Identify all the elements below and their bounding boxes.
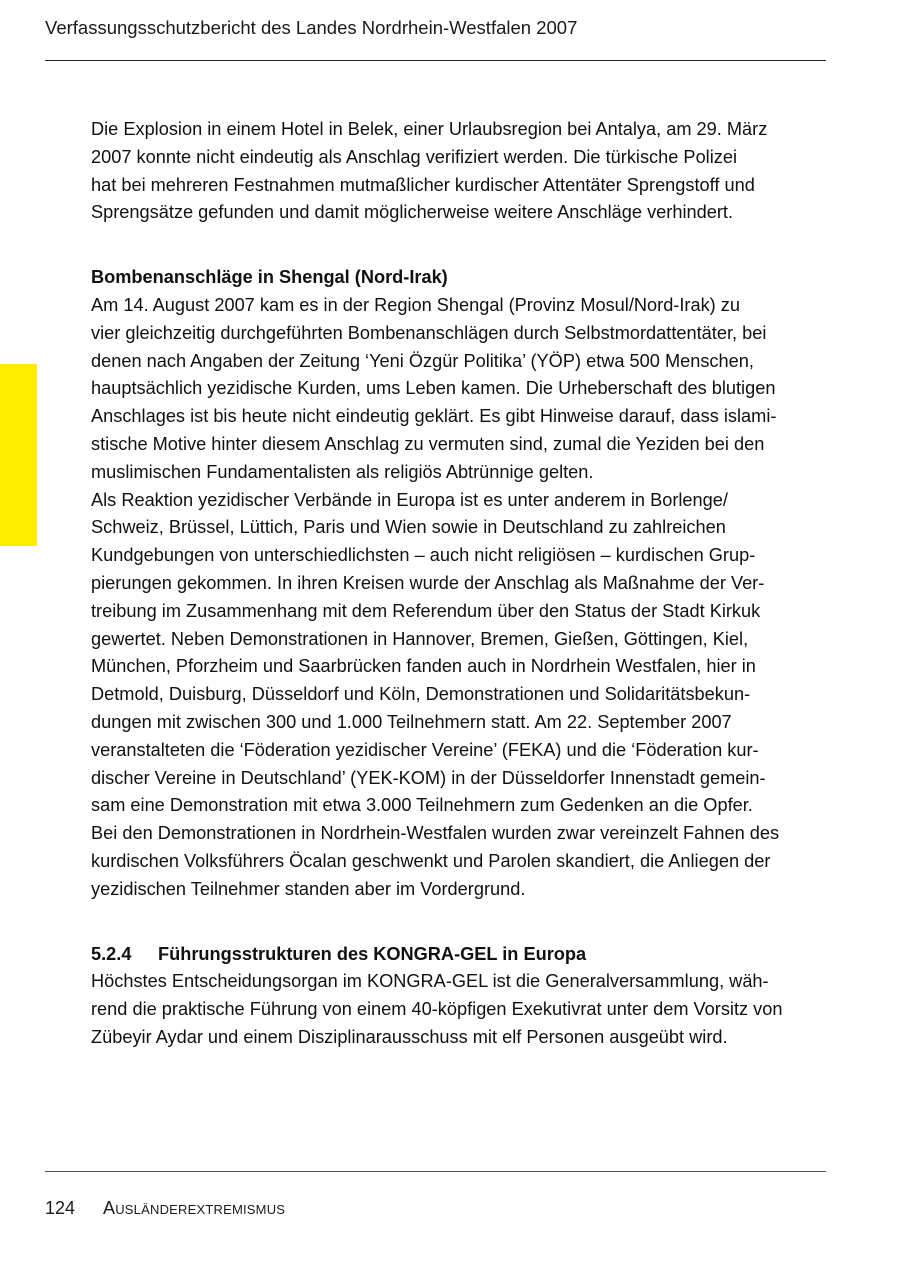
text-line: Die Explosion in einem Hotel in Belek, einer Urlaubsregion bei Antalya, am 29. März bbox=[91, 119, 768, 139]
text-line: hat bei mehreren Festnahmen mutmaßlicher kurdischer Attentäter Sprengstoff und bbox=[91, 174, 755, 195]
text-line: Bei den Demonstrationen in Nordrhein-Westfalen wurden zwar vereinzelt Fahnen des bbox=[91, 823, 780, 844]
text-line: Als Reaktion yezidischer Verbände in Europa ist es unter anderem in Borlenge/ bbox=[91, 489, 728, 510]
text-line: Sprengsätze gefunden und damit möglicherweise weitere Anschläge verhindert. bbox=[91, 202, 733, 223]
text-line: yezidischen Teilnehmer standen aber im Vordergrund. bbox=[91, 878, 526, 899]
footer-rule bbox=[45, 1171, 826, 1172]
text-line: stische Motive hinter diesem Anschlag zu vermuten sind, zumal die Yeziden bei den bbox=[91, 433, 765, 454]
text-line: hauptsächlich yezidische Kurden, ums Leben kamen. Die Urheberschaft des blutigen bbox=[91, 378, 776, 399]
paragraph-shengal-attacks bbox=[91, 292, 831, 487]
text-line: denen nach Angaben der Zeitung ‘Yeni Özgür Politika’ (YÖP) etwa 500 Menschen, bbox=[91, 350, 754, 371]
text-line: vier gleichzeitig durchgeführten Bombenanschlägen durch Selbstmordattentäter, bei bbox=[91, 322, 767, 343]
text-line: gewertet. Neben Demonstrationen in Hannover, Bremen, Gießen, Göttingen, Kiel, bbox=[91, 628, 749, 649]
text-line: dungen mit zwischen 300 und 1.000 Teilnehmern statt. Am 22. September 2007 bbox=[91, 711, 732, 732]
text-line: discher Vereine in Deutschland’ (YEK-KOM) in der Düsseldorfer Innenstadt gemein- bbox=[91, 767, 766, 788]
section-heading bbox=[91, 941, 831, 969]
page-body bbox=[91, 116, 831, 1052]
text-line: Höchstes Entscheidungsorgan im KONGRA-GEL ist die Generalversammlung, wäh- bbox=[91, 971, 769, 992]
text-line: Anschlages ist bis heute nicht eindeutig geklärt. Es gibt Hinweise darauf, dass islami- bbox=[91, 406, 777, 427]
text-line: kurdischen Volksführers Öcalan geschwenkt und Parolen skandiert, die Anliegen der bbox=[91, 850, 771, 871]
footer-section-label: Ausländerextremismus bbox=[103, 1198, 286, 1218]
text-line: München, Pforzheim und Saarbrücken fanden auch in Nordrhein Westfalen, hier in bbox=[91, 656, 756, 677]
header-rule bbox=[45, 60, 826, 61]
paragraph-belek-explosion bbox=[91, 116, 831, 227]
text-line: Detmold, Duisburg, Düsseldorf und Köln, Demonstrationen und Solidaritätsbekun- bbox=[91, 684, 751, 705]
text-line: rend die praktische Führung von einem 40-köpfigen Exekutivrat unter dem Vorsitz von bbox=[91, 999, 783, 1020]
text-line: veranstalteten die ‘Föderation yezidischer Vereine’ (FEKA) und die ‘Föderation kur- bbox=[91, 739, 759, 760]
text-line: Am 14. August 2007 kam es in der Region Shengal (Provinz Mosul/Nord-Irak) zu bbox=[91, 294, 741, 315]
running-header: Verfassungsschutzbericht des Landes Nordrhein-Westfalen 2007 bbox=[45, 17, 578, 38]
text-line: pierungen gekommen. In ihren Kreisen wurde der Anschlag als Maßnahme der Ver- bbox=[91, 572, 765, 593]
text-line: Schweiz, Brüssel, Lüttich, Paris und Wien sowie in Deutschland zu zahlreichen bbox=[91, 517, 726, 538]
paragraph-yezidi-reaction bbox=[91, 487, 831, 904]
text-line: sam eine Demonstration mit etwa 3.000 Teilnehmern zum Gedenken an die Opfer. bbox=[91, 795, 753, 816]
text-line: 2007 konnte nicht eindeutig als Anschlag verifiziert werden. Die türkische Polizei bbox=[91, 146, 738, 167]
chapter-tab-marker bbox=[0, 364, 37, 546]
page-number: 124 bbox=[45, 1198, 76, 1218]
page-footer bbox=[45, 1196, 285, 1220]
section-title: Führungsstrukturen des KONGRA-GEL in Europa bbox=[158, 943, 587, 964]
text-line: muslimischen Fundamentalisten als religiös Abtrünnige gelten. bbox=[91, 461, 594, 482]
text-line: treibung im Zusammenhang mit dem Referendum über den Status der Stadt Kirkuk bbox=[91, 600, 761, 621]
text-line: Kundgebungen von unterschiedlichsten – auch nicht religiösen – kurdischen Grup- bbox=[91, 545, 756, 566]
section-number: 5.2.4 bbox=[91, 943, 132, 964]
paragraph-kongra-gel-leadership bbox=[91, 968, 831, 1051]
subheading-shengal: Bombenanschläge in Shengal (Nord-Irak) bbox=[91, 267, 448, 288]
text-line: Zübeyir Aydar und einem Disziplinarausschuss mit elf Personen ausgeübt wird. bbox=[91, 1026, 728, 1047]
